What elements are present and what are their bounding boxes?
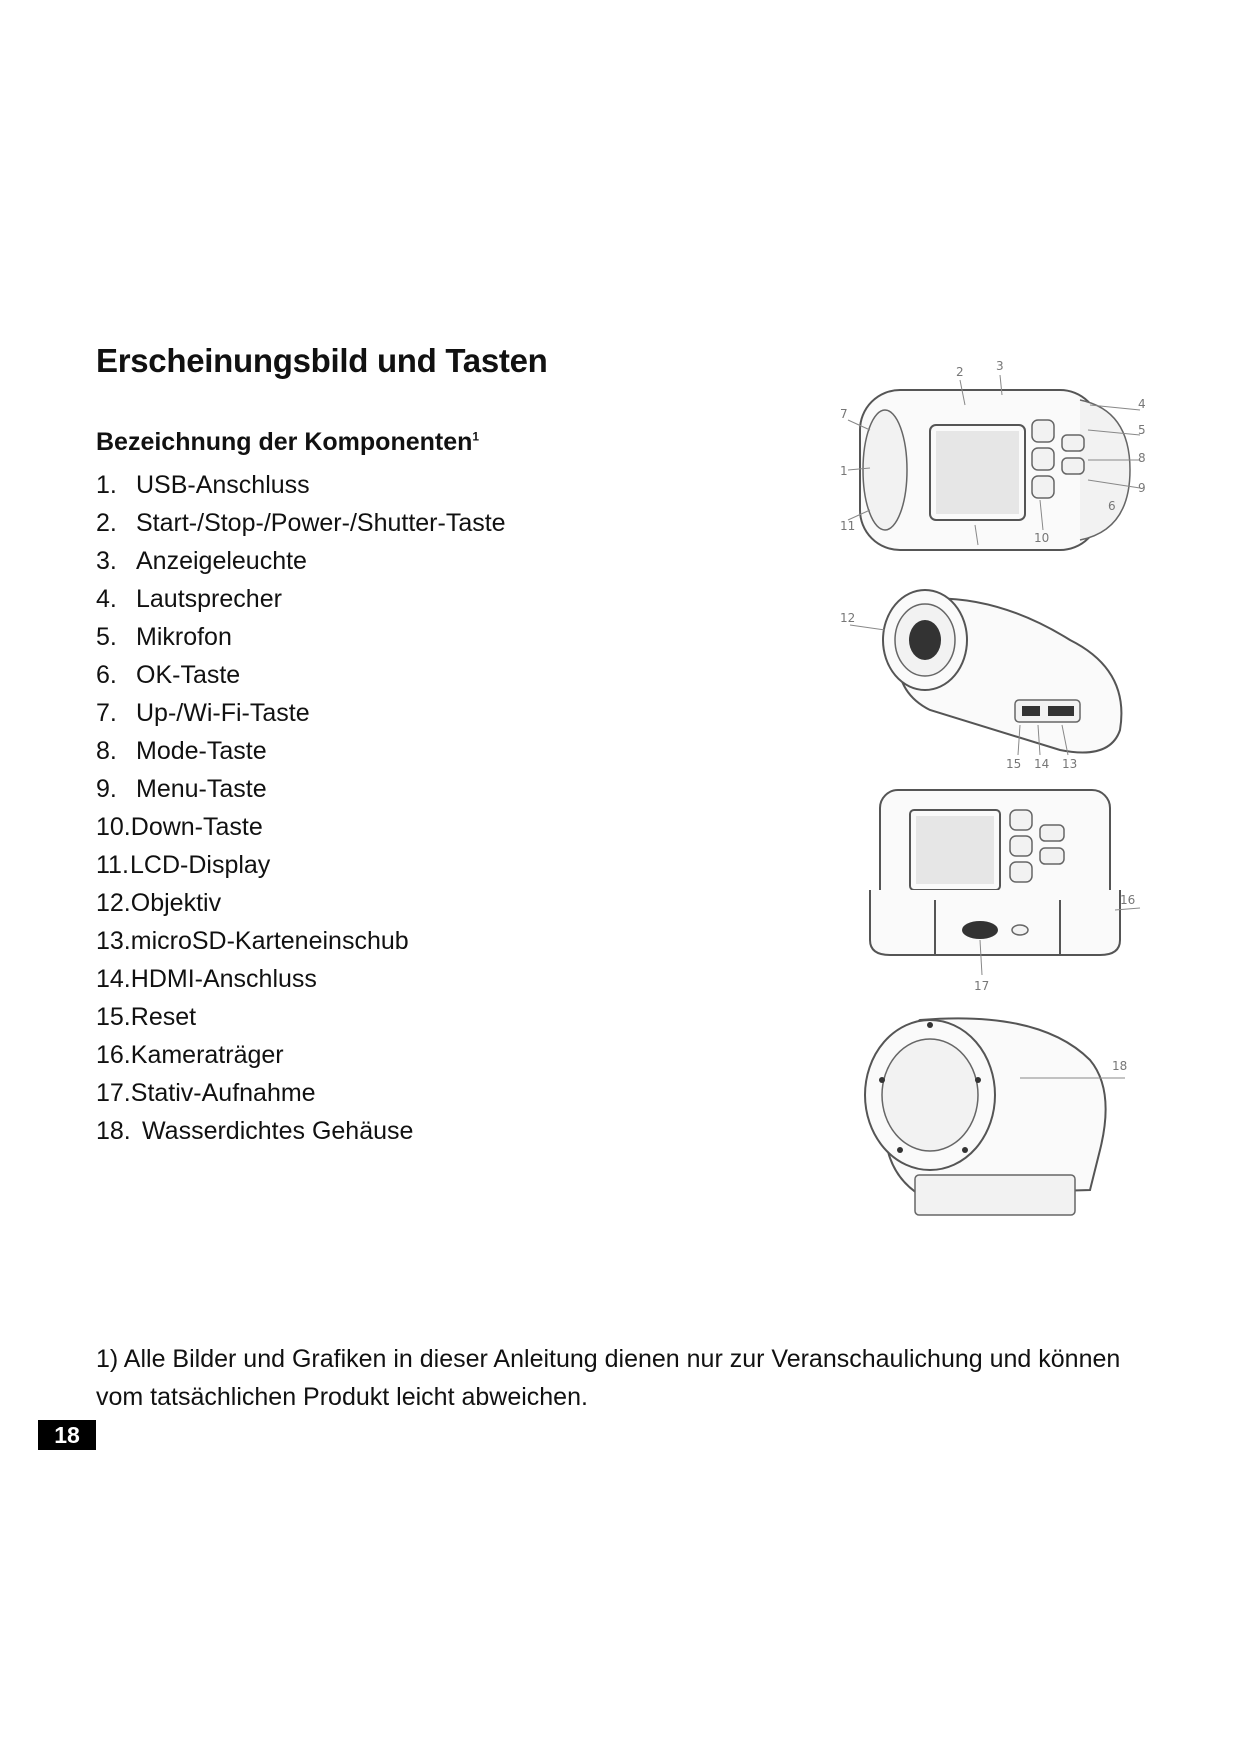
callout-label: 2	[956, 365, 964, 379]
list-item	[96, 694, 506, 732]
list-item	[96, 504, 506, 542]
subtitle-text: Bezeichnung der Komponenten	[96, 428, 473, 456]
item-number: 3.	[96, 547, 117, 575]
item-label: microSD-Karteneinschub	[130, 927, 409, 955]
list-item	[96, 732, 506, 770]
item-number: 15.	[96, 1003, 131, 1031]
list-item	[96, 770, 506, 808]
item-label: Up-/Wi-Fi-Taste	[136, 699, 310, 727]
list-item	[96, 542, 506, 580]
item-number: 14.	[96, 965, 131, 993]
camera-mount-illustration	[840, 780, 1150, 1000]
callout-label: 15	[1006, 757, 1022, 771]
item-label: Menu-Taste	[136, 775, 267, 803]
callout-label: 11	[840, 519, 856, 533]
item-label: Reset	[130, 1003, 197, 1031]
camera-illustrations	[840, 350, 1150, 1250]
list-item	[96, 618, 506, 656]
item-number: 8.	[96, 737, 117, 765]
callout-label: 12	[840, 611, 856, 625]
item-number: 17.	[96, 1079, 131, 1107]
item-label: Anzeigeleuchte	[136, 547, 307, 575]
component-list	[96, 466, 506, 1150]
item-number: 6.	[96, 661, 117, 689]
item-label: Down-Taste	[130, 813, 263, 841]
list-item	[96, 960, 506, 998]
list-item	[96, 466, 506, 504]
item-label: Start-/Stop-/Power-/Shutter-Taste	[136, 509, 506, 537]
list-item	[96, 1036, 506, 1074]
callout-label: 4	[1138, 397, 1146, 411]
list-item	[96, 922, 506, 960]
item-label: Kameraträger	[130, 1041, 284, 1069]
item-number: 16.	[96, 1041, 131, 1069]
waterproof-housing-illustration	[840, 1000, 1150, 1230]
item-number: 18.	[96, 1117, 131, 1145]
page-title: Erscheinungsbild und Tasten	[96, 342, 548, 379]
callout-label: 17	[974, 979, 990, 993]
item-label: Wasserdichtes Gehäuse	[142, 1117, 414, 1145]
callout-label: 7	[840, 407, 848, 421]
item-number: 11.	[96, 851, 129, 879]
callout-label: 9	[1138, 481, 1146, 495]
item-label: HDMI-Anschluss	[130, 965, 317, 993]
callout-label: 5	[1138, 423, 1146, 437]
list-item	[96, 808, 506, 846]
section-subtitle	[96, 428, 479, 457]
callout-label: 14	[1034, 757, 1050, 771]
list-item	[96, 1074, 506, 1112]
page-number: 18	[38, 1420, 96, 1450]
callout-label: 6	[1108, 499, 1116, 513]
item-number: 7.	[96, 699, 117, 727]
footnote-marker: 1	[472, 429, 480, 444]
callout-label: 8	[1138, 451, 1146, 465]
list-item	[96, 884, 506, 922]
callout-label: 10	[1034, 531, 1050, 545]
item-number: 12.	[96, 889, 131, 917]
item-number: 4.	[96, 585, 117, 613]
camera-rear-view-illustration	[840, 350, 1150, 570]
callout-label: 16	[1120, 893, 1136, 907]
footnote: 1) Alle Bilder und Grafiken in dieser Anleitung dienen nur zur Veranschaulichung und können vom tatsächlichen Produkt leicht abweichen.	[96, 1345, 1121, 1411]
list-item	[96, 1112, 506, 1150]
list-item	[96, 580, 506, 618]
item-number: 13.	[96, 927, 131, 955]
item-label: Objektiv	[130, 889, 222, 917]
list-item	[96, 998, 506, 1036]
item-label: Lautsprecher	[136, 585, 282, 613]
list-item	[96, 846, 506, 884]
item-number: 2.	[96, 509, 117, 537]
item-label: LCD-Display	[130, 851, 271, 879]
item-label: USB-Anschluss	[136, 471, 310, 499]
item-label: Mikrofon	[136, 623, 232, 651]
item-label: Mode-Taste	[136, 737, 267, 765]
list-item	[96, 656, 506, 694]
item-number: 10.	[96, 813, 131, 841]
callout-label: 18	[1112, 1059, 1128, 1073]
item-label: OK-Taste	[136, 661, 241, 689]
callout-label: 13	[1062, 757, 1078, 771]
item-number: 1.	[96, 471, 117, 499]
item-number: 5.	[96, 623, 117, 651]
camera-lens-view-illustration	[840, 570, 1150, 780]
item-number: 9.	[96, 775, 117, 803]
item-label: Stativ-Aufnahme	[130, 1079, 316, 1107]
callout-label: 1	[840, 464, 848, 478]
callout-label: 3	[996, 359, 1004, 373]
